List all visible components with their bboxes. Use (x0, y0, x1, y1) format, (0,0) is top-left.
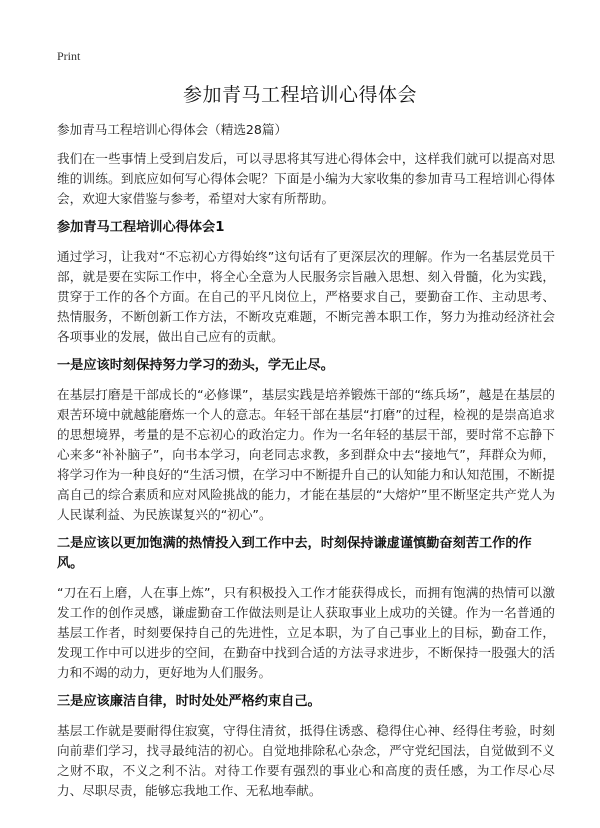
paragraph: “刀在石上磨，人在事上炼”，只有积极投入工作才能获得成长，而拥有饱满的热情可以激发工作的创作灵感，谦虚勤奋工作做法则是让人获取事业上成功的关键。作为一名普通的基层工作者，时刻要保持自己的先进性，立足本职，为了自己事业上的目标，勤奋工作，发现工作中可以进步的空间，在勤奋中找到合适的方法寻求进步，不断保持一股强大的活力和不竭的动力，更好地为人们服务。 (57, 585, 555, 680)
page-title: 参加青马工程培训心得体会 (182, 84, 417, 106)
article-body (57, 120, 555, 810)
article-subtitle: 参加青马工程培训心得体会（精选28篇） (57, 122, 288, 137)
section-heading: 参加青马工程培训心得体会1 (57, 220, 225, 235)
print-link[interactable]: Print (57, 49, 81, 63)
intro-paragraph: 我们在一些事情上受到启发后，可以寻思将其写进心得体会中，这样我们就可以提高对思维的训练。到底应如何写心得体会呢？下面是小编为大家收集的参加青马工程培训心得体会，欢迎大家借鉴与参考，希望对大家有所帮助。 (57, 151, 555, 206)
point-heading-2: 二是应该以更加饱满的热情投入到工作中去，时刻保持谦虚谨慎勤奋刻苦工作的作风。 (57, 536, 532, 571)
paragraph: 基层工作就是要耐得住寂寞，守得住清贫，抵得住诱惑、稳得住心神、经得住考验，时刻向前辈们学习，找寻最纯洁的初心。自觉地排除私心杂念，严守党纪国法，自觉做到不义之财不取，不义之利不沾。对待工作要有强烈的事业心和高度的责任感，为工作尽心尽力、尽职尽责，能够忘我地工作、无私地奉献。 (57, 723, 555, 798)
paragraph: 在基层打磨是干部成长的“必修课”，基层实践是培养锻炼干部的“练兵场”，越是在基层的艰苦环境中就越能磨炼一个人的意志。年轻干部在基层“打磨”的过程，检视的是崇高追求的思想境界，考量的是不忘初心的政治定力。作为一名年轻的基层干部，要时常不忘静下心来多“补补脑子”，向书本学习，向老同志求教，多到群众中去“接地气”，拜群众为师，将学习作为一种良好的“生活习惯，在学习中不断提升自己的认知能力和认知范围，不断提高自己的综合素质和应对风险挑战的能力，才能在基层的“大熔炉”里不断坚定共产党人为人民谋利益、为民族谋复兴的“初心”。 (57, 387, 555, 522)
point-heading-3: 三是应该廉洁自律，时时处处严格约束自己。 (57, 694, 321, 709)
paragraph: 通过学习，让我对“不忘初心方得始终”这句话有了更深层次的理解。作为一名基层党员干部，就是要在实际工作中，将全心全意为人民服务宗旨融入思想、刻入骨髓，化为实践，贯穿于工作的各个方面。在自己的平凡岗位上，严格要求自己，要勤奋工作、主动思考、热情服务，不断创新工作方法，不断攻克难题，不断完善本职工作，努力为推动经济社会各项事业的发展，做出自己应有的贡献。 (57, 249, 555, 344)
point-heading-1: 一是应该时刻保持努力学习的劲头，学无止尽。 (57, 358, 334, 373)
